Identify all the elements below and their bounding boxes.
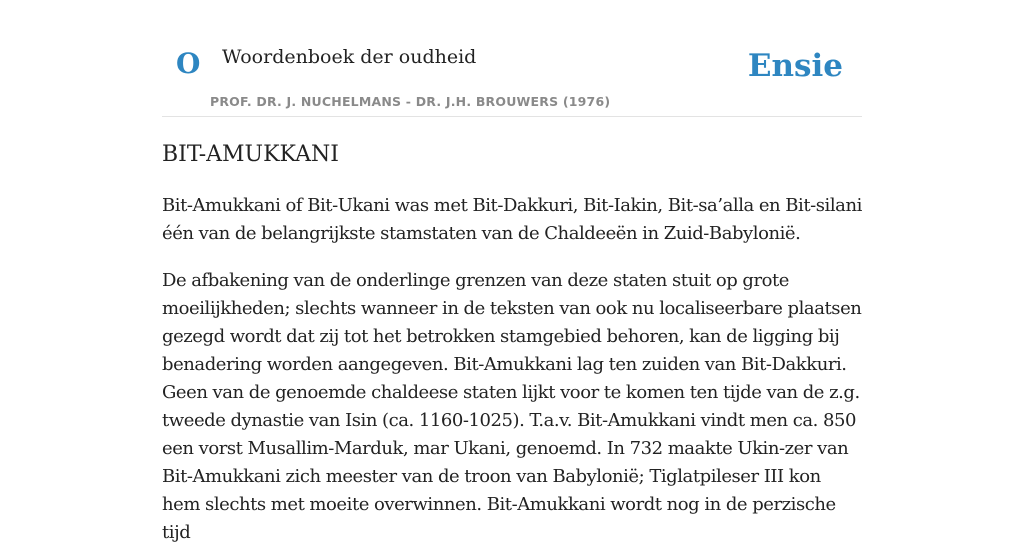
header — [162, 0, 862, 117]
book-title: Woordenboek der oudheid — [222, 46, 477, 68]
authors-line: PROF. DR. J. NUCHELMANS - DR. J.H. BROUWERS (1976) — [210, 94, 611, 109]
article-paragraph: Bit-Amukkani of Bit-Ukani was met Bit-Dakkuri, Bit-Iakin, Bit-sa’alla en Bit-silani één van de belangrijkste stamstaten van de Chaldeeën in Zuid-Babylonië. — [162, 195, 862, 244]
ensie-logo-link[interactable]: Ensie — [747, 48, 843, 84]
article — [162, 138, 862, 547]
entry-title: BIT-AMUKKANI — [162, 142, 339, 167]
article-paragraph: De afbakening van de onderlinge grenzen van deze staten stuit op grote moeilijkheden; slechts wanneer in de teksten van ook nu localiseerbare plaatsen gezegd wordt dat zij tot het betrokken stamgebied behoren, kan de ligging bij benadering worden aangegeven. Bit-Amukkani lag ten zuiden van Bit-Dakkuri. Geen van de genoemde chaldeese staten lijkt voor te komen ten tijde van de z.g. tweede dynastie van Isin (ca. 1160-1025). T.a.v. Bit-Amukkani vindt men ca. 850 een vorst Musallim-Marduk, mar Ukani, genoemd. In 732 maakte Ukin-zer van Bit-Amukkani zich meester van de troon van Babylonië; Tiglatpileser III kon hem slechts met moeite overwinnen. Bit-Amukkani wordt nog in de perzische tijd — [162, 270, 862, 543]
logo-o-link[interactable]: O — [176, 47, 201, 80]
